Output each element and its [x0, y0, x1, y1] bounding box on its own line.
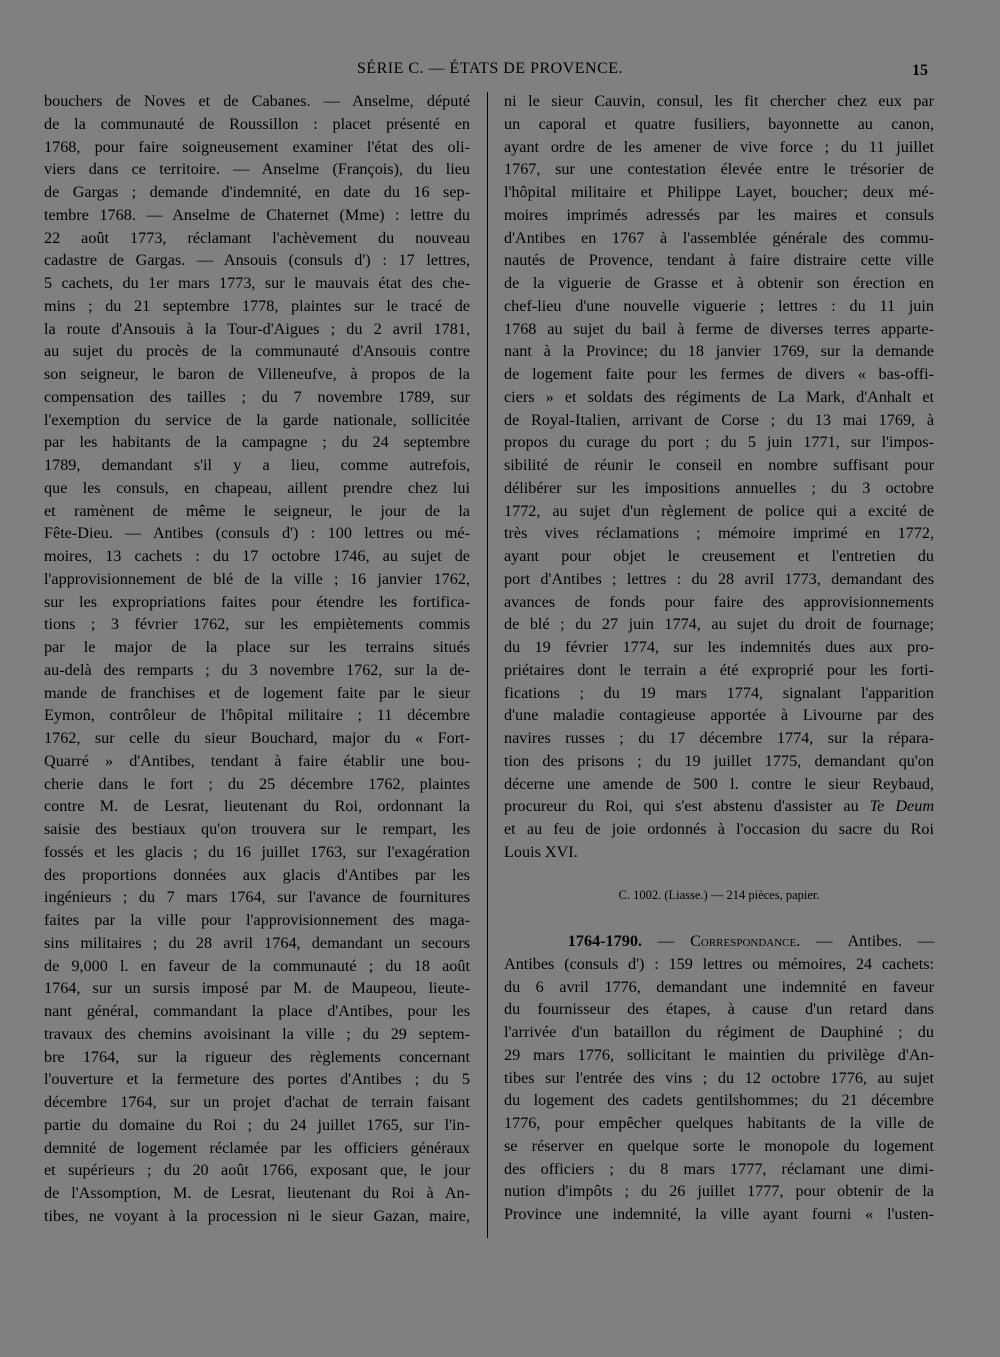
page-header — [0, 60, 1000, 84]
text-line: un caporal et quatre fusiliers, bayonnette au canon, — [504, 114, 934, 133]
text-line: priétaires dont le terrain a été exproprié pour les forti- — [504, 660, 934, 679]
text-line: au-delà des remparts ; du 3 novembre 1762, sur la de- — [44, 660, 470, 679]
text-line: la route d'Ansouis à la Tour-d'Aigues ; du 2 avril 1781, — [44, 319, 470, 338]
text-line: Eymon, contrôleur de l'hôpital militaire ; 11 décembre — [44, 706, 470, 725]
text-line: saisie des bestiaux qu'on trouvera sur le rempart, les — [44, 820, 470, 838]
text-line: bouchers de Noves et de Cabanes. — Anselme, député — [44, 92, 470, 110]
text-line: compensation des tailles ; du 7 novembre 1789, sur — [44, 387, 470, 406]
entry-label: Correspondance — [690, 932, 797, 950]
text-line: nautés de Provence, tendant à faire distraire cette ville — [504, 251, 934, 270]
text-line: des officiers ; du 8 mars 1777, réclamant une dimi- — [504, 1159, 934, 1178]
text-line: travaux des chemins avoisinant la ville ; du 29 septem- — [44, 1024, 470, 1043]
text-line: de la communauté de Roussillon : placet présenté en — [44, 114, 470, 133]
text-line: 29 mars 1776, sollicitant le maintien du privilège d'An- — [504, 1045, 934, 1064]
text-line: au sujet du procès de la communauté d'Ansouis contre — [44, 342, 470, 361]
text-line: et supérieurs ; du 20 août 1766, exposant que, le jour — [44, 1161, 470, 1180]
text-line: d'Antibes en 1767 à l'assemblée générale des commu- — [504, 228, 934, 247]
text-line: moires imprimés adressés par les maires et consuls — [504, 205, 934, 224]
text-line: 5 cachets, du 1er mars 1773, sur le mauvais état des che- — [44, 274, 470, 292]
text-line: décerne une amende de 500 l. contre le sieur Reybaud, — [504, 774, 934, 793]
text-line: sur les expropriations faites pour étendre les fortifica- — [44, 592, 470, 611]
text-line: propos du curage du port ; du 5 juin 1771, sur l'impos- — [504, 433, 934, 452]
text-line: tion des prisons ; du 19 juillet 1775, demandant qu'on — [504, 751, 934, 770]
text-line: Province une indemnité, la ville ayant fourni « l'usten- — [504, 1205, 934, 1223]
page-number: 15 — [912, 62, 928, 79]
text-line: mande de franchises et de logement faite par le sieur — [44, 683, 470, 702]
text-line: de Royal-Italien, arrivant de Corse ; du 13 mai 1769, à — [504, 410, 934, 429]
text-line: l'hôpital militaire et Philippe Layet, boucher; deux mé- — [504, 183, 934, 201]
text-line: partie du domaine du Roi ; du 24 juillet 1765, sur l'in- — [44, 1115, 470, 1134]
text-line: se réserver en quelque sorte le monopole du logement — [504, 1136, 934, 1155]
entry-rest: . — Antibes. — — [796, 932, 935, 950]
text-line: fossés et les glacis ; du 16 juillet 1763, sur l'exagération — [44, 842, 470, 861]
text-line: décembre 1764, sur un projet d'achat de terrain faisant — [44, 1093, 470, 1111]
text-line: 1789, demandant s'il y a lieu, comme autrefois, — [44, 456, 470, 474]
right-column-bottom — [504, 930, 934, 1226]
right-column-top — [504, 90, 934, 864]
text-line: chef-lieu d'une nouvelle viguerie ; lettres : du 11 juin — [504, 296, 934, 315]
archive-reference: C. 1002. (Liasse.) — 214 pièces, papier. — [618, 888, 820, 902]
text-line: du logement des cadets gentilshommes; du 21 décembre — [504, 1091, 934, 1110]
text-line: de blé ; du 27 juin 1774, au sujet du droit de fournage; — [504, 615, 934, 634]
text-line: 22 août 1773, réclamant l'achèvement du nouveau — [44, 228, 470, 247]
text-line: ayant ordre de les amener de vive force ; du 11 juillet — [504, 137, 934, 156]
text-line: que les consuls, en chapeau, aillent prendre chez lui — [44, 478, 470, 497]
text-line: nution d'impôts ; du 26 juillet 1777, pour obtenir de la — [504, 1182, 934, 1201]
text-line: tibes sur l'entrée des vins ; du 12 octobre 1776, au sujet — [504, 1068, 934, 1087]
text-line: nant général, commandant la place d'Antibes, pour les — [44, 1002, 470, 1020]
text-line: cadastre de Gargas. — Ansouis (consuls d') : 17 lettres, — [44, 251, 470, 270]
text-line: viers dans ce territoire. — Anselme (François), du lieu — [44, 160, 470, 179]
text-line: Louis XVI. — [504, 842, 578, 861]
text-line: cherie dans le fort ; du 25 décembre 1762, plaintes — [44, 774, 470, 793]
text-line: 1768 au sujet du bail à ferme de diverses terres apparte- — [504, 319, 934, 338]
text-line: très vives réclamations ; mémoire imprimé en 1772, — [504, 524, 934, 543]
text-line: faites par la ville pour l'approvisionnement des maga- — [44, 911, 470, 929]
text-line: du 6 avril 1776, demandant une indemnité en faveur — [504, 977, 934, 996]
text-line: tions ; 3 février 1762, sur les empiètements commis — [44, 615, 470, 634]
text-line: moires, 13 cachets : du 17 octobre 1746, au sujet de — [44, 547, 470, 565]
text-line: d'une maladie contagieuse apportée à Livourne par des — [504, 706, 934, 725]
text-line: bre 1764, sur la rigueur des règlements concernant — [44, 1047, 470, 1066]
entry-date: 1764-1790. — [567, 932, 642, 950]
text-line: du fournisseur des étapes, à cause d'un retard dans — [504, 1000, 934, 1019]
text-line: de 9,000 l. en faveur de la communauté ; du 18 août — [44, 956, 470, 975]
text-line: 1768, pour faire soigneusement examiner l'état des oli- — [44, 137, 470, 156]
text-line: 1767, sur une contestation élevée entre le trésorier de — [504, 160, 934, 179]
text-line: contre M. de Lesrat, lieutenant du Roi, ordonnant la — [44, 797, 470, 816]
text-line: tembre 1768. — Anselme de Chaternet (Mme) : lettre du — [44, 205, 470, 224]
text-line: par le major de la place sur les terrains situés — [44, 638, 470, 656]
text-line: sins militaires ; du 28 avril 1764, demandant un secours — [44, 933, 470, 952]
text-line: Fête-Dieu. — Antibes (consuls d') : 100 lettres ou mé- — [44, 524, 470, 543]
text-line: Antibes (consuls d') : 159 lettres ou mémoires, 24 cachets: — [504, 954, 934, 973]
column-divider — [487, 92, 488, 1238]
text-line: 1762, sur celle du sieur Bouchard, major du « Fort- — [44, 729, 470, 747]
text-line: et au feu de joie ordonnés à l'occasion du sacre du Roi — [504, 820, 934, 838]
entry-heading-line — [504, 930, 934, 953]
text-line: du 19 février 1774, sur les indemnités dues aux pro- — [504, 638, 934, 656]
text-line: l'arrivée d'un bataillon du régiment de Dauphiné ; du — [504, 1023, 934, 1041]
text-line: ni le sieur Cauvin, consul, les fit chercher chez eux par — [504, 92, 934, 110]
text-line: 1776, pour empêcher quelques habitants de la ville de — [504, 1114, 934, 1132]
text-line — [504, 795, 934, 818]
text-line: l'ouverture et la fermeture des portes d'Antibes ; du 5 — [44, 1070, 470, 1089]
text-line: ciers » et soldats des régiments de La Mark, d'Anhalt et — [504, 387, 934, 406]
text-line: de la viguerie de Grasse et à obtenir son érection en — [504, 274, 934, 292]
text-line: demnité de logement réclamée par les officiers généraux — [44, 1138, 470, 1157]
text-line: port d'Antibes ; lettres : du 28 avril 1773, demandant des — [504, 569, 934, 588]
text-line: l'exemption du service de la garde nationale, sollicitée — [44, 410, 470, 429]
text-line: par les habitants de la campagne ; du 24 septembre — [44, 433, 470, 452]
text-line: navires russes ; du 17 décembre 1774, sur la répara- — [504, 729, 934, 747]
te-deum-text: Te Deum — [869, 797, 935, 816]
text-line: 1772, au sujet d'un règlement de police qui a excité de — [504, 501, 934, 520]
text-line: Quarré » d'Antibes, tendant à faire établir une bou- — [44, 751, 470, 770]
left-column — [44, 90, 470, 1228]
text-line: mins ; du 21 septembre 1778, plaintes sur le tracé de — [44, 296, 470, 315]
text-line: de Gargas ; demande d'indemnité, en date du 16 sep- — [44, 183, 470, 201]
text-line: sibilité de réunir le conseil en nombre suffisant pour — [504, 456, 934, 474]
text-line: de l'Assomption, M. de Lesrat, lieutenant du Roi à An- — [44, 1184, 470, 1202]
text-line: et ramènent de même le seigneur, le jour de la — [44, 501, 470, 520]
text-fragment: procureur du Roi, qui s'est abstenu d'assister au — [504, 797, 870, 816]
text-line: ayant pour objet le creusement et l'entretien du — [504, 547, 934, 565]
text-line: délibérer sur les impositions annuelles ; du 3 octobre — [504, 478, 934, 497]
text-line: ingénieurs ; du 7 mars 1764, sur l'avance de fournitures — [44, 888, 470, 907]
text-line: tibes, ne voyant à la procession ni le sieur Gazan, maire, — [44, 1206, 470, 1225]
running-title: SÉRIE C. — ÉTATS DE PROVENCE. — [356, 60, 624, 77]
text-line: son seigneur, le baron de Villeneufve, à propos de la — [44, 365, 470, 383]
text-line: 1764, sur un sursis imposé par M. de Maupeou, lieute- — [44, 979, 470, 998]
text-line: avances de fonds pour faire des approvisionnements — [504, 592, 934, 611]
entry-dash: — — [641, 932, 691, 950]
text-line: des proportions données aux glacis d'Antibes par les — [44, 865, 470, 884]
text-line: de logement faite pour les fermes de divers « bas-offi- — [504, 365, 934, 383]
text-line: fications ; du 19 mars 1774, signalant l'apparition — [504, 683, 934, 702]
text-line: nant à la Province; du 18 janvier 1769, sur la demande — [504, 342, 934, 361]
text-line: l'approvisionnement de blé de la ville ; 16 janvier 1762, — [44, 569, 470, 588]
